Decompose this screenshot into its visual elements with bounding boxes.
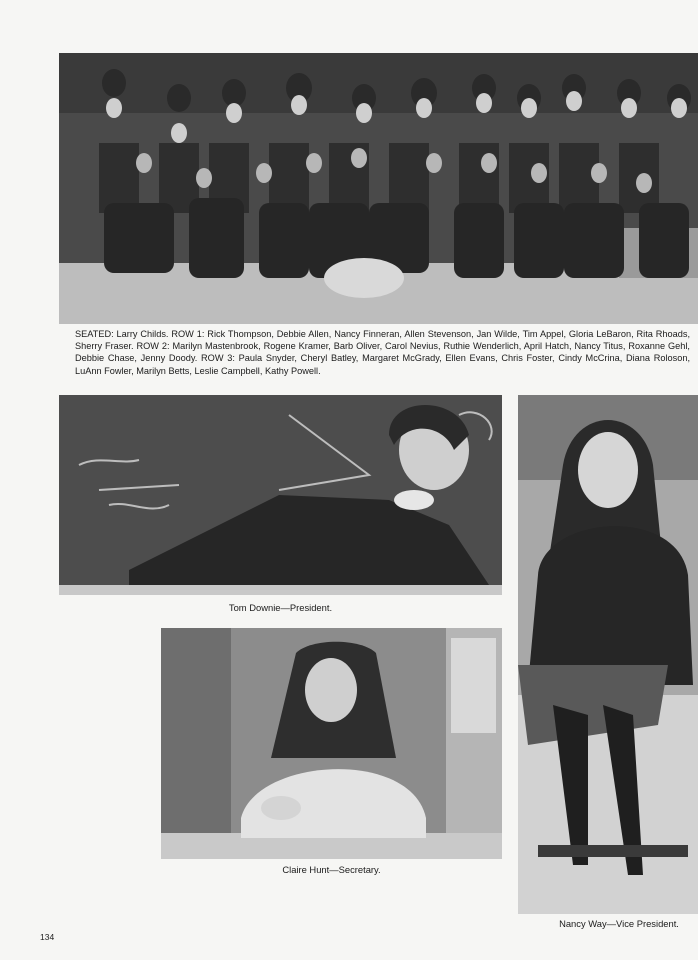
tom-downie-photo <box>59 395 502 595</box>
claire-hunt-caption: Claire Hunt—Secretary. <box>282 864 381 875</box>
group-photo-caption: SEATED: Larry Childs. ROW 1: Rick Thompson, Debbie Allen, Nancy Finneran, Allen Stevenson, Jan Wilde, Tim Appel, Gloria LeBaron, Rita Rhoads, Sherry Fraser. ROW 2: Marilyn Mastenbrook, Rogene Kramer, Barb Oliver, Carol Nevius, Ruthie Wenderlich, April Hatch, Nancy Titus, Roxanne Gehl, Debbie Chase, Jenny Doody. ROW 3: Paula Snyder, Cheryl Batley, Margaret McGrady, Ellen Evans, Chris Foster, Cindy McCrina, Diana Roloson, LuAnn Fowler, Marilyn Betts, Leslie Campbell, Kathy Powell. <box>75 329 690 376</box>
claire-hunt-photo <box>161 628 502 859</box>
page-number: 134 <box>40 932 55 942</box>
group-photo <box>59 53 698 324</box>
tom-downie-caption: Tom Downie—President. <box>228 602 333 613</box>
nancy-way-caption: Nancy Way—Vice President. <box>559 918 679 929</box>
nancy-way-photo <box>518 395 698 914</box>
